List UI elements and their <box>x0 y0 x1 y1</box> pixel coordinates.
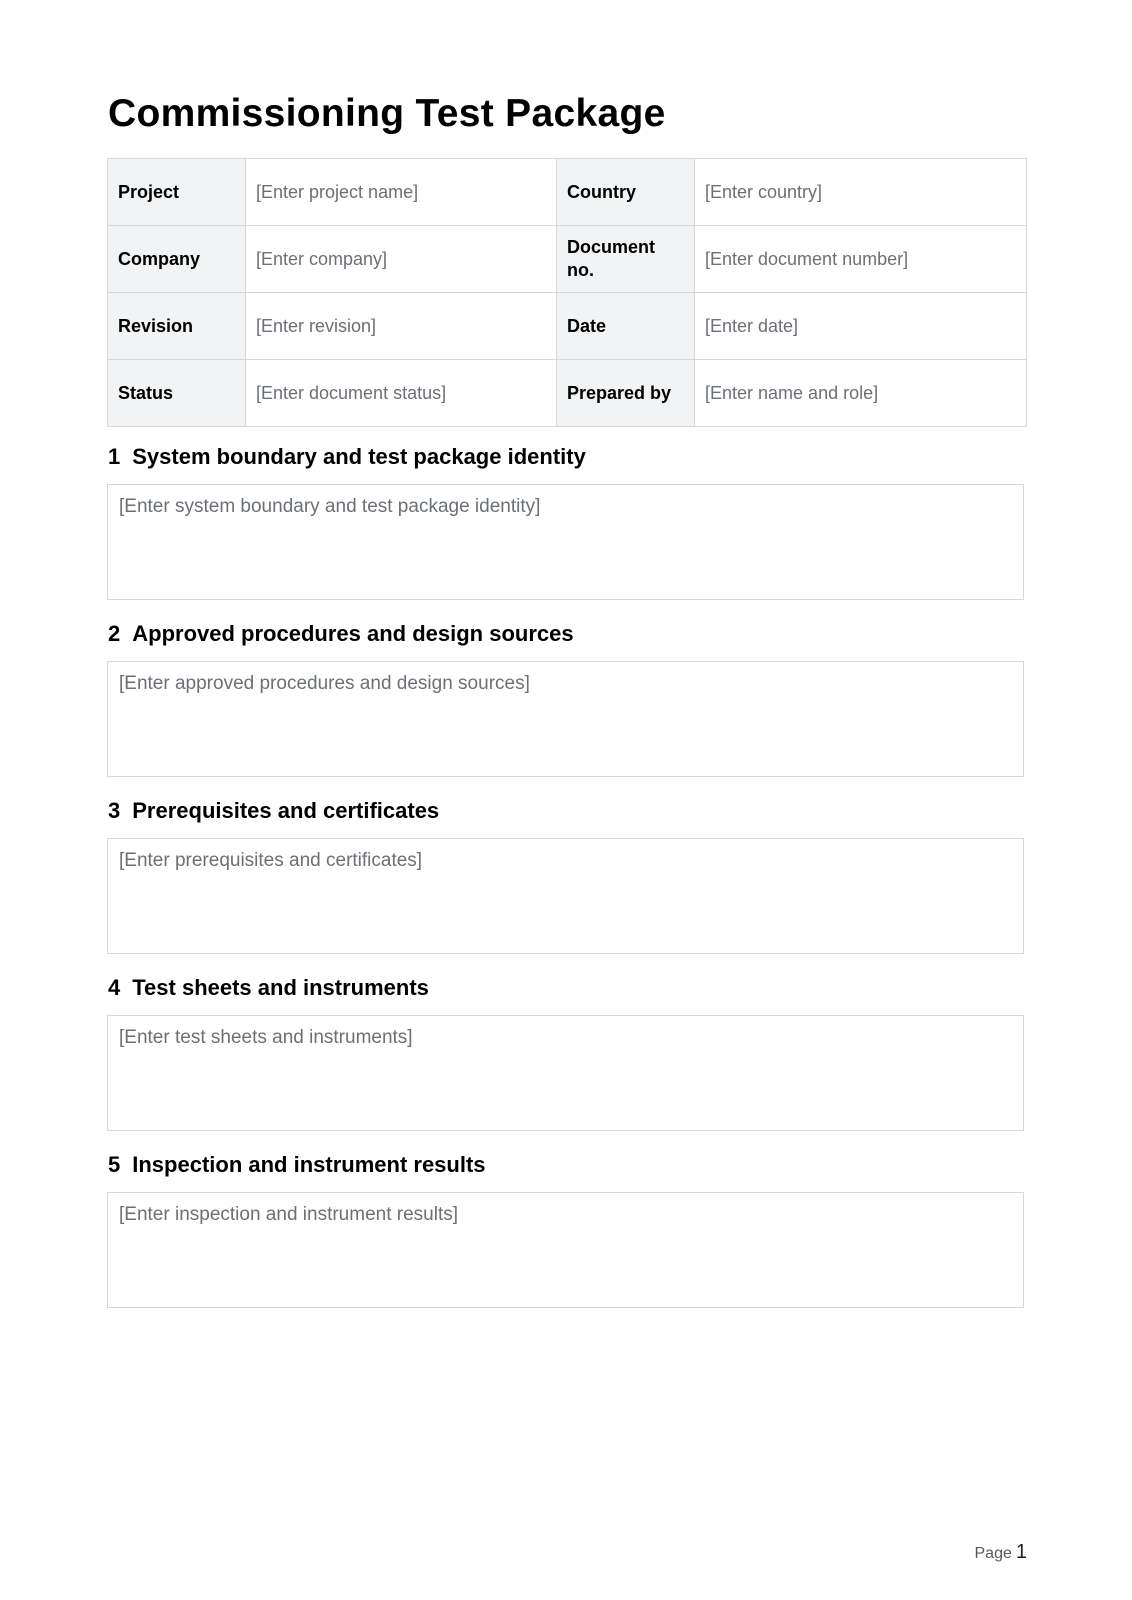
prepared-by-label: Prepared by <box>557 360 695 427</box>
revision-label: Revision <box>108 293 246 360</box>
section-4-title: Test sheets and instruments <box>132 975 429 1000</box>
info-row-project <box>108 159 1027 226</box>
document-number-field[interactable]: [Enter document number] <box>695 226 1027 293</box>
section-2-input[interactable]: [Enter approved procedures and design sources] <box>107 661 1024 777</box>
project-field[interactable]: [Enter project name] <box>246 159 557 226</box>
project-label: Project <box>108 159 246 226</box>
country-label: Country <box>557 159 695 226</box>
section-1-heading <box>108 443 586 471</box>
section-2-number: 2 <box>108 621 121 646</box>
page-title: Commissioning Test Package <box>108 92 666 135</box>
section-1-title: System boundary and test package identity <box>132 444 586 469</box>
page-number: 1 <box>1015 1541 1027 1563</box>
section-4-heading <box>108 974 429 1002</box>
company-label: Company <box>108 226 246 293</box>
info-row-revision <box>108 293 1027 360</box>
document-info-table <box>107 158 1027 427</box>
page-footer <box>975 1541 1028 1565</box>
section-5-title: Inspection and instrument results <box>132 1152 486 1177</box>
prepared-by-field[interactable]: [Enter name and role] <box>695 360 1027 427</box>
section-3-heading <box>108 797 439 825</box>
section-5-number: 5 <box>108 1152 121 1177</box>
section-3-input[interactable]: [Enter prerequisites and certificates] <box>107 838 1024 954</box>
section-4-number: 4 <box>108 975 121 1000</box>
section-3-number: 3 <box>108 798 121 823</box>
page-label: Page <box>974 1545 1012 1562</box>
document-number-label: Document no. <box>557 226 695 293</box>
status-field[interactable]: [Enter document status] <box>246 360 557 427</box>
date-field[interactable]: [Enter date] <box>695 293 1027 360</box>
company-field[interactable]: [Enter company] <box>246 226 557 293</box>
section-1-input[interactable]: [Enter system boundary and test package identity] <box>107 484 1024 600</box>
section-5-input[interactable]: [Enter inspection and instrument results] <box>107 1192 1024 1308</box>
info-row-company <box>108 226 1027 293</box>
section-2-heading <box>108 620 574 648</box>
section-3-title: Prerequisites and certificates <box>132 798 440 823</box>
section-2-title: Approved procedures and design sources <box>132 621 574 646</box>
section-4-input[interactable]: [Enter test sheets and instruments] <box>107 1015 1024 1131</box>
date-label: Date <box>557 293 695 360</box>
country-field[interactable]: [Enter country] <box>695 159 1027 226</box>
section-5-heading <box>108 1151 486 1179</box>
revision-field[interactable]: [Enter revision] <box>246 293 557 360</box>
status-label: Status <box>108 360 246 427</box>
info-row-status <box>108 360 1027 427</box>
section-1-number: 1 <box>108 444 121 469</box>
